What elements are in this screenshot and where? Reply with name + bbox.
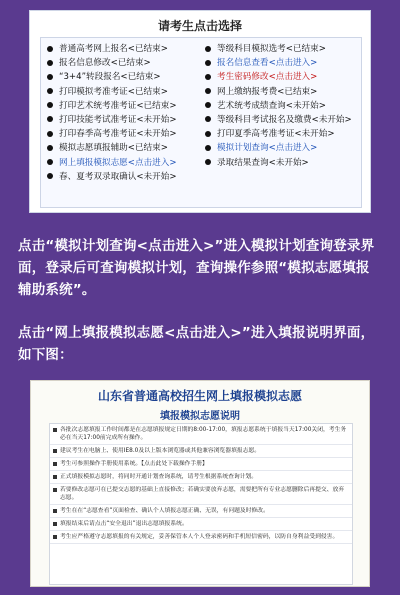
bullet-icon <box>47 46 53 52</box>
menu-item-label: “3+4”转段报名<已结束> <box>59 72 161 83</box>
bullet-icon <box>205 159 211 165</box>
menu-item-label: 报名信息查看<点击进入> <box>217 58 318 69</box>
bullet-icon <box>47 116 53 122</box>
menu-item-label: 录取结果查询<未开始> <box>217 157 309 168</box>
menu-item[interactable] <box>47 127 197 141</box>
bullet-icon <box>47 74 53 80</box>
bullet-icon <box>205 102 211 108</box>
menu-item[interactable] <box>205 99 355 113</box>
menu-item-label: 网上缴纳报考费<已结束> <box>217 86 318 97</box>
menu-panel-body <box>40 37 362 208</box>
menu-item-label: 等级科目考试报名及缴费<未开始> <box>217 114 352 125</box>
mock-application-subtitle: 填报模拟志愿说明 <box>160 411 240 422</box>
instruction-text-1: 点击“模拟计划查询<点击进入>”进入模拟计划查询登录界面，登录后可查询模拟计划，查询操作参照“模拟志愿填报辅助系统”。 <box>18 238 375 298</box>
menu-item-label: 春、夏考双录取确认<未开始> <box>59 171 177 182</box>
menu-column-left <box>47 42 197 184</box>
menu-item[interactable] <box>47 156 197 170</box>
menu-item[interactable] <box>47 141 197 155</box>
instruction-item: 填报结束后请点击“安全退出”退出志愿填报系统。 <box>50 518 352 531</box>
bullet-icon <box>205 46 211 52</box>
instruction-item: 建议考生在电脑上、使用IE8.0及以上版本浏览器或其他兼容浏览器填报志愿。 <box>50 445 352 458</box>
bullet-icon <box>205 131 211 137</box>
menu-item[interactable] <box>47 70 197 84</box>
bullet-icon <box>205 116 211 122</box>
menu-item[interactable] <box>205 156 355 170</box>
instruction-item: 各批次志愿填报工作时间都是在志愿填报规定日期的8:00-17:00，填报志愿系统于填报当天17:00关闭，考生务必在当天17:00前完成所有操作。 <box>50 424 352 445</box>
menu-item[interactable] <box>47 170 197 184</box>
mock-application-panel <box>30 380 370 587</box>
instruction-item: 考生在在“志愿查看”页面检查、确认个人填报志愿正确、无误，有问题及时修改。 <box>50 505 352 518</box>
bullet-icon <box>205 145 211 151</box>
menu-item-label: 普通高考网上报名<已结束> <box>59 44 168 54</box>
menu-item[interactable] <box>205 113 355 127</box>
menu-item[interactable] <box>205 70 355 84</box>
menu-item-label: 考生密码修改<点击进入> <box>217 72 318 83</box>
bullet-icon <box>47 159 53 165</box>
bullet-icon <box>205 74 211 80</box>
menu-item-label: 打印模拟考准考证<已结束> <box>59 86 168 97</box>
menu-column-right <box>205 42 355 170</box>
menu-item-label: 报名信息修改<已结束> <box>59 58 151 69</box>
menu-item[interactable] <box>47 42 197 56</box>
menu-item-label: 打印艺术统考准考证<已结束> <box>59 100 177 111</box>
bullet-icon <box>205 88 211 94</box>
menu-item-label: 打印技能考试准考证<未开始> <box>59 114 177 125</box>
bullet-icon <box>47 60 53 66</box>
menu-item[interactable] <box>47 99 197 113</box>
instruction-item: 考生可参照操作手册使用系统。【点击此处下载操作手册】 <box>50 458 352 471</box>
menu-item[interactable] <box>47 85 197 99</box>
bullet-icon <box>47 102 53 108</box>
menu-panel-title: 请考生点击选择 <box>157 19 242 33</box>
instruction-text-2: 点击“网上填报模拟志愿<点击进入>”进入填报说明界面，如下图： <box>18 325 375 363</box>
menu-item[interactable] <box>47 113 197 127</box>
instruction-item: 考生应严格遵守志愿填报的有关规定，妥善保管本人个人登录密码和手机短信密码，以防自身利益受到侵害。 <box>50 531 352 544</box>
menu-item[interactable] <box>205 127 355 141</box>
bullet-icon <box>47 145 53 151</box>
instruction-list <box>49 423 353 585</box>
menu-item-label: 网上填报模拟志愿<点击进入> <box>59 157 177 168</box>
menu-item[interactable] <box>47 56 197 70</box>
bullet-icon <box>47 131 53 137</box>
menu-item[interactable] <box>205 85 355 99</box>
instruction-item: 若要修改志愿可在已提交志愿的基础上直接修改；若确实要放弃志愿，需要把所有专业志愿删除后再提交、放弃志愿。 <box>50 484 352 505</box>
exam-menu-panel <box>29 10 371 213</box>
bullet-icon <box>47 173 53 179</box>
menu-item-label: 模拟志愿填报辅助<已结束> <box>59 143 168 154</box>
menu-item-label: 打印夏季高考准考证<未开始> <box>217 129 335 140</box>
menu-item[interactable] <box>205 42 355 56</box>
menu-item[interactable] <box>205 56 355 70</box>
menu-item-label: 等级科目模拟选考<已结束> <box>217 44 326 54</box>
bullet-icon <box>205 60 211 66</box>
menu-item-label: 模拟计划查询<点击进入> <box>217 143 318 154</box>
menu-item[interactable] <box>205 141 355 155</box>
instruction-item: 正式填报模拟志愿时，将同时开通计划查询系统，请考生根据系统查询计划。 <box>50 471 352 484</box>
bullet-icon <box>47 88 53 94</box>
menu-item-label: 艺术统考成绩查询<未开始> <box>217 100 326 111</box>
menu-item-label: 打印春季高考准考证<未开始> <box>59 129 177 140</box>
mock-application-title: 山东省普通高校招生网上填报模拟志愿 <box>97 389 302 403</box>
